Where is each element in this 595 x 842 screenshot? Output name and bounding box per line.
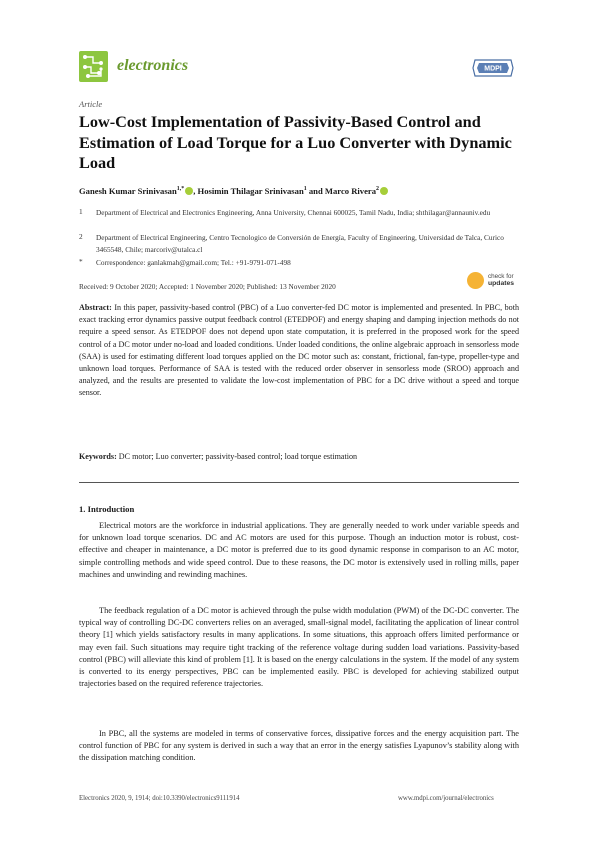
keywords-text: DC motor; Luo converter; passivity-based control; load torque estimation <box>118 452 358 461</box>
affiliation-number: * <box>79 257 83 266</box>
mdpi-logo-text: MDPI <box>484 65 502 73</box>
check-updates-line2: updates <box>488 280 515 287</box>
correspondence <box>79 257 539 269</box>
circuit-logo-icon <box>79 51 108 82</box>
paragraph-text: The feedback regulation of a DC motor is achieved through the pulse width modulation (PWM) of the DC-DC converter. The typical way of controlling DC-DC converters relies on an averaged, small-signal model, facilitating the application of linear control theory [1] which yields satisfactory results in many applications. In some situations, this approach offers limited performance or may even fail. Such situations may require tight tracking of the reference voltage during sudden load variations. Passivity-based control (PBC) will alleviate this kind of problem [1]. It is based on the energy calculations in the system. If the model of any system is converted to its energy perspectives, PBC can be implemented easily. PBC is developed for achieving stabilized output trajectories based on the required reference trajectories. <box>79 606 519 689</box>
paragraph-3 <box>79 728 519 765</box>
divider <box>79 482 519 483</box>
article-type: Article <box>79 99 103 109</box>
author-affiliation-mark: 1 <box>303 186 307 193</box>
section-heading: 1. Introduction <box>79 504 135 514</box>
affiliation-number: 1 <box>79 207 83 216</box>
affiliation-text: Department of Electrical and Electronics Engineering, Anna University, Chennai 600025, Tamil Nadu, India; shthilagar@annauniv.edu <box>96 208 491 217</box>
author-name: Hosimin Thilagar Srinivasan <box>197 186 304 196</box>
affiliation-text: Department of Electrical Engineering, Centro Tecnologico de Conversión de Energía, Faculty of Engineering, Universidad de Talca, Curico 3465548, Chile; marcoriv@utalca.cl <box>96 233 504 254</box>
footer-journal-url[interactable]: www.mdpi.com/journal/electronics <box>398 795 494 802</box>
author-list <box>79 186 529 196</box>
author-affiliation-mark: 1,* <box>176 186 185 193</box>
author-separator: and <box>306 186 325 196</box>
author-affiliation-mark: 2 <box>376 186 380 193</box>
journal-name: electronics <box>117 57 189 74</box>
footer-citation: Electronics 2020, 9, 1914; doi:10.3390/electronics9111914 <box>79 795 240 802</box>
journal-logo <box>79 51 108 82</box>
publication-dates: Received: 9 October 2020; Accepted: 1 November 2020; Published: 13 November 2020 <box>79 282 336 291</box>
check-updates-icon <box>467 272 484 289</box>
paragraph-text: Electrical motors are the workforce in industrial applications. They are generally needed to work under variable speeds and for unknown load torque scenarios. DC and AC motors are used for this purpose. Though an induction motor is robust, cost-effective and cheaper in maintenance, a DC motor is preferred due to its good dynamic response in comparison to an AC motor, simple controlling methods and wide speed control. Due to these reasons, the DC motor is extensively used in rolling mills, paper machines and unwinding and rewinding machines. <box>79 521 519 579</box>
abstract <box>79 302 519 400</box>
affiliation-text: Correspondence: ganlakmah@gmail.com; Tel.: +91-9791-071-498 <box>96 258 291 267</box>
check-updates-line1: check for <box>488 273 514 280</box>
keywords-label: Keywords: <box>79 452 117 461</box>
author-name: Marco Rivera <box>324 186 377 196</box>
keywords <box>79 452 519 461</box>
affiliation-1 <box>79 207 539 231</box>
abstract-text: In this paper, passivity-based control (PBC) of a Luo converter-fed DC motor is implemented and presented. In PBC, both exact tracking error dynamics passive output feedback control (ETEDPOF) and energy shaping and damping injection methods do not require a speed sensor. As ETEDPOF does not depend upon state computation, it is preferred in the proposed work for the speed control of a DC motor under no-load and loaded conditions. Under loaded conditions, the online algebraic approach in sensorless mode (SAA) is used for estimating different load torques applied on the DC motor such as: constant, frictional, fan-type, propeller-type and unknown load torques. Performance of SAA is tested with the reduced order observer in sensorless mode (SROO) approach and analyzed, and the results are presented to validate the low-cost implementation of PBC for a DC drive without a speed and torque sensor. <box>79 303 520 398</box>
paper-title: Low-Cost Implementation of Passivity-Based Control and Estimation of Load Torque for a Luo Converter with Dynamic Load <box>79 112 512 172</box>
paragraph-text: In PBC, all the systems are modeled in terms of conservative forces, dissipative forces and the energy acquisition part. The control function of PBC for any system is derived in such a way that an error in the energy satisfies Lyapunov’s stability along with the dissipation matching condition. <box>79 729 519 763</box>
author-name: Ganesh Kumar Srinivasan <box>79 186 177 196</box>
orcid-icon[interactable] <box>380 187 388 195</box>
author-separator: , <box>193 186 198 196</box>
mdpi-logo-icon <box>471 58 515 78</box>
mdpi-logo <box>471 58 515 78</box>
abstract-label: Abstract: <box>79 303 112 312</box>
paragraph-1 <box>79 520 519 581</box>
check-for-updates-badge[interactable] <box>467 271 527 291</box>
paragraph-2 <box>79 605 519 690</box>
affiliation-2 <box>79 232 539 256</box>
affiliation-number: 2 <box>79 232 83 241</box>
